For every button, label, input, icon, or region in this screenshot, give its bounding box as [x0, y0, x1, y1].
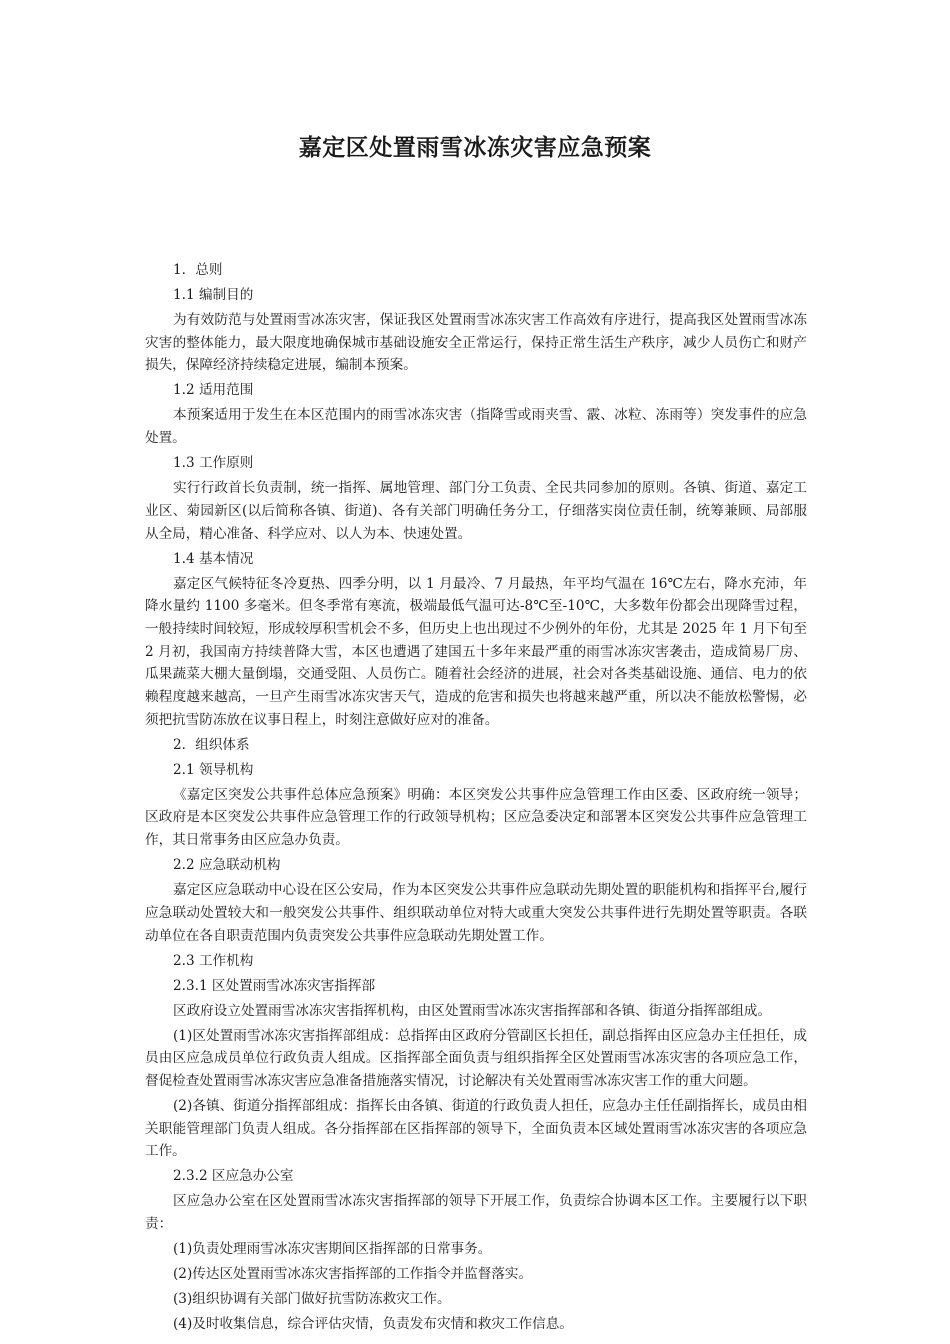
- body-paragraph: 《嘉定区突发公共事件总体应急预案》明确：本区突发公共事件应急管理工作由区委、区政府统一领导；区政府是本区突发公共事件应急管理工作的行政领导机构；区应急委决定和部署本区突发公共事件应急管理工作，其日常事务由区应急办负责。: [145, 786, 807, 849]
- document-body: [145, 259, 807, 1338]
- body-paragraph: 实行行政首长负责制，统一指挥、属地管理、部门分工负责、全民共同参加的原则。各镇、街道、嘉定工业区、菊园新区(以后简称各镇、街道)、各有关部门明确任务分工，仔细落实岗位责任制，统筹兼顾、局部服从全局，精心准备、科学应对、以人为本、快速处置。: [145, 480, 807, 542]
- section-heading: 2.1 领导机构: [173, 761, 254, 778]
- list-item: (1)负责处理雨雪冰冻灾害期间区指挥部的日常事务。: [173, 1241, 492, 1258]
- body-paragraph: 区应急办公室在区处置雨雪冰冻灾害指挥部的领导下开展工作，负责综合协调本区工作。主要履行以下职责：: [145, 1193, 807, 1233]
- section-heading: 2.3.2 区应急办公室: [173, 1168, 294, 1185]
- list-item: (3)组织协调有关部门做好抗雪防冻救灾工作。: [173, 1291, 451, 1308]
- section-heading: 2.3.1 区处置雨雪冰冻灾害指挥部: [173, 977, 376, 994]
- body-paragraph: 嘉定区气候特征冬冷夏热、四季分明，以 1 月最冷、7 月最热，年平均气温在 16℃左右，降水充沛，年降水量约 1100 多毫米。但冬季常有寒流，极端最低气温可达-8℃至-10℃，大多数年份都会出现降雪过程，一般持续时间较短，形成较厚积雪机会不多，但历史上也出现过不少例外的年份，尤其是 2025 年 1 月下旬至 2 月初，我国南方持续普降大雪，本区也遭遇了建国五十多年来最严重的雨雪冰冻灾害袭击，造成简易厂房、瓜果蔬菜大棚大量倒塌，交通受阻、人员伤亡。随着社会经济的进展，社会对各类基础设施、通信、电力的依赖程度越来越高，一旦产生雨雪冰冻灾害天气，造成的危害和损失也将越来越严重，所以决不能放松警惕，必须把抗雪防冻放在议事日程上，时刻注意做好应对的准备。: [145, 575, 807, 728]
- section-heading: 1.1 编制目的: [173, 287, 254, 303]
- list-item: (2)传达区处置雨雪冰冻灾害指挥部的工作指令并监督落实。: [173, 1266, 533, 1283]
- section-heading: 1.2 适用范围: [173, 382, 254, 399]
- document-title: 嘉定区处置雨雪冰冻灾害应急预案: [298, 135, 652, 161]
- section-heading: 1.4 基本情况: [173, 550, 254, 567]
- section-heading: 2.3 工作机构: [173, 952, 254, 969]
- body-paragraph: 为有效防范与处置雨雪冰冻灾害，保证我区处置雨雪冰冻灾害工作高效有序进行，提高我区处置雨雪冰冻灾害的整体能力，最大限度地确保城市基础设施安全正常运行，保持正常生活生产秩序，减少人员伤亡和财产损失，保障经济持续稳定进展，编制本预案。: [145, 312, 807, 374]
- section-heading: 2．组织体系: [173, 736, 250, 753]
- body-paragraph: 本预案适用于发生在本区范围内的雨雪冰冻灾害（指降雪或雨夹雪、霰、冰粒、冻雨等）突发事件的应急处置。: [145, 407, 807, 447]
- body-paragraph: 嘉定区应急联动中心设在区公安局，作为本区突发公共事件应急联动先期处置的职能机构和指挥平台,履行应急联动处置较大和一般突发公共事件、组织联动单位对特大或重大突发公共事件进行先期处置等职责。各联动单位在各自职责范围内负责突发公共事件应急联动先期处置工作。: [145, 882, 807, 944]
- section-heading: 2.2 应急联动机构: [173, 857, 281, 874]
- section-heading: 1．总则: [173, 262, 223, 278]
- body-paragraph: (1)区处置雨雪冰冻灾害指挥部组成：总指挥由区政府分管副区长担任，副总指挥由区应急办主任担任，成员由区应急成员单位行政负责人组成。区指挥部全面负责与组织指挥全区处置雨雪冰冻灾害的各项应急工作，督促检查处置雨雪冰冻灾害应急准备措施落实情况，讨论解决有关处置雨雪冰冻灾害工作的重大问题。: [145, 1027, 807, 1089]
- body-paragraph: (2)各镇、街道分指挥部组成：指挥长由各镇、街道的行政负责人担任，应急办主任任副指挥长，成员由相关职能管理部门负责人组成。各分指挥部在区指挥部的领导下，全面负责本区域处置雨雪冰冻灾害的各项应急工作。: [145, 1097, 807, 1160]
- section-heading: 1.3 工作原则: [173, 455, 254, 472]
- body-paragraph: 区政府设立处置雨雪冰冻灾害指挥机构，由区处置雨雪冰冻灾害指挥部和各镇、街道分指挥部组成。: [173, 1002, 772, 1019]
- list-item: (4)及时收集信息，综合评估灾情，负责发布灾情和救灾工作信息。: [173, 1316, 573, 1333]
